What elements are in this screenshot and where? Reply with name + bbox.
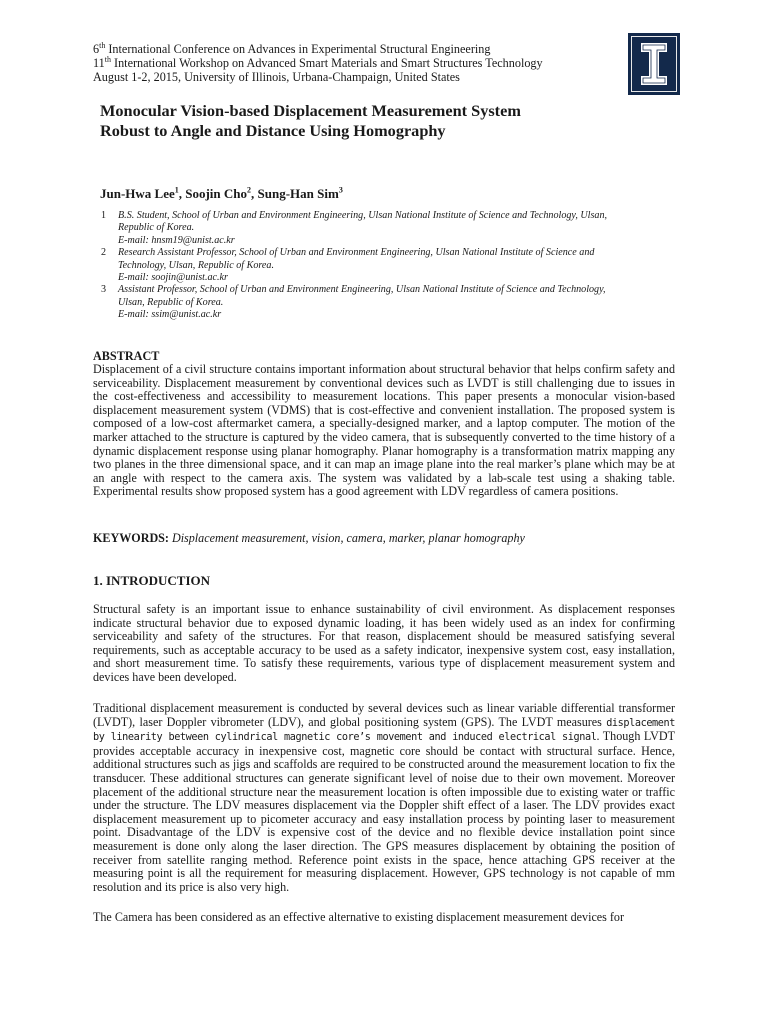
conference-line-2: 11th International Workshop on Advanced Smart Materials and Smart Structures Technology <box>93 54 543 70</box>
affiliation-item: 3 Assistant Professor, School of Urban and Environment Engineering, Ulsan National Institute of Science and Technology, Ulsan, Republic of Korea. E-mail: ssim@unist.ac.kr <box>101 284 686 321</box>
author: Sung-Han Sim$^3$ <box>257 185 343 201</box>
affiliation-email: E-mail: soojin@unist.ac.kr <box>118 272 228 284</box>
conference-header <box>93 42 613 84</box>
monospace-run: displacement by linearity between cylindrical magnetic core’s movement and induced electrical signal <box>93 717 675 744</box>
intro-paragraph-1: Structural safety is an important issue to enhance sustainability of civil environment. As displacement responses indicate structural behavior due to exposed dynamic loading, it has been widely used as an index for confirming serviceability and safety of the structures. For that reason, displacement should be measured satisfying several requirements, such as acceptable accuracy to be used as a safety indicator, inexpensive system cost, easy installation, and short measurement time. To satisfy these requirements, various type of displacement measurement system and devices have been developed. <box>93 602 675 684</box>
keywords-label: KEYWORDS: <box>93 531 169 545</box>
intro-paragraph-2: Traditional displacement measurement is conducted by several devices such as linear variable differential transformer (LVDT), laser Doppler vibrometer (LDV), and global positioning system (GPS). The LVDT measures displacement by linearity between cylindrical magnetic core’s movement and induced electrical signal. Though LVDT provides acceptable accuracy in inexpensive cost, magnetic core should be contact with structural surface. Hence, additional structures such as jigs and scaffolds are required to be constructed around the measurement location to fix the transducer. These additional structures can generate significant level of noise due to their own movement. Moreover placement of the additional structure near the measurement location is often impossible due to existing water or traffic under the structure. The LDV measures displacement via the Doppler shift effect of a laser. The LDV provides exact displacement measurement up to picometer accuracy and easy installation process by pointing laser to measurement point. Disadvantage of the LDV is expensive cost of the device and no flexible device installation point since measurement is done only along the laser direction. The GPS measures displacement by obtaining the position of receiver from satellite ranging method. Reference point exists in the space, hence attaching GPS receiver at the measuring point is all the requirement for measuring displacement. However, GPS technology is not capable of mm resolution and its price is also very high. <box>93 701 676 894</box>
section-heading-introduction: 1. INTRODUCTION <box>93 573 211 588</box>
keywords <box>93 531 678 546</box>
affiliation-email: E-mail: ssim@unist.ac.kr <box>118 309 222 321</box>
abstract-heading: ABSTRACT <box>93 349 160 363</box>
paper-title: Monocular Vision-based Displacement Measurement System Robust to Angle and Distance Using Homography <box>100 101 521 140</box>
conference-line-1: 6th International Conference on Advances in Experimental Structural Engineering <box>93 40 491 56</box>
keywords-text: Displacement measurement, vision, camera, marker, planar homography <box>168 531 525 545</box>
university-logo <box>628 33 680 95</box>
abstract-text: Displacement of a civil structure contains important information about structural behavior that helps confirm safety and serviceability. Displacement measurement by conventional devices such as LVDT is still challenging due to issues in the cost-effectiveness and accessibility to measurement locations. This paper presents a monocular vision-based displacement measurement system (VDMS) that is cost-effective and convenient installation. The proposed system is composed of a low-cost aftermarket camera, a specially-designed marker, and a laptop computer. The motion of the marker attached to the structure is captured by the video camera, that is subsequently converted to the time history of a dynamic displacement response using planar homography. Planar homography is a transformation matrix mapping any two planes in the three dimensional space, and it can map an image plane into the real marker’s plane which may be at an angle with respect to the camera axis. The system was validated by a lab-scale test using a shaking table. Experimental results show proposed system has a good agreement with LDV regardless of camera positions. <box>93 362 675 499</box>
author-list <box>100 186 343 202</box>
author: Soojin Cho$^2$, <box>185 185 258 201</box>
author: Jun-Hwa Lee$^1$, <box>100 185 186 201</box>
block-i-icon <box>628 33 680 95</box>
affiliation-email: E-mail: hnsm19@unist.ac.kr <box>118 234 235 246</box>
conference-line-3: August 1-2, 2015, University of Illinois, Urbana-Champaign, United States <box>93 70 460 84</box>
affiliation-list <box>101 210 686 322</box>
affiliation-item: 1 B.S. Student, School of Urban and Environment Engineering, Ulsan National Institute of Science and Technology, Ulsan, Republic of Korea. E-mail: hnsm19@unist.ac.kr <box>101 210 686 247</box>
affiliation-item: 2 Research Assistant Professor, School of Urban and Environment Engineering, Ulsan National Institute of Science and Technology, Ulsan, Republic of Korea. E-mail: soojin@unist.ac.kr <box>101 247 686 284</box>
intro-paragraph-3: The Camera has been considered as an effective alternative to existing displacement measurement devices for <box>93 910 625 924</box>
